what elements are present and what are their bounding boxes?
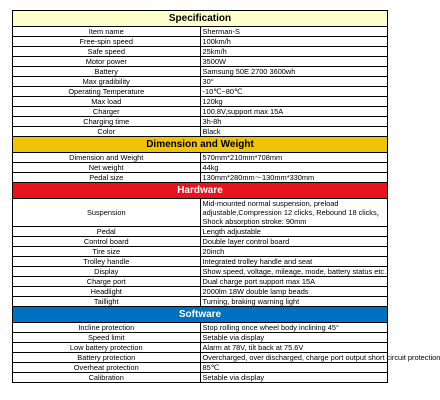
table-row <box>13 227 388 237</box>
row-value: 130mm*280mm～130mm*330mm <box>200 173 388 183</box>
row-value: Dual charge port support max 15A <box>200 277 388 287</box>
table-row <box>13 27 388 37</box>
row-value: 3h-8h <box>200 117 388 127</box>
table-row <box>13 363 388 373</box>
section-header-dim <box>13 137 388 153</box>
section-title: Hardware <box>13 183 388 199</box>
table-row <box>13 87 388 97</box>
row-label: Tire size <box>13 247 201 257</box>
row-label: Suspension <box>13 199 201 227</box>
row-value: Integrated trolley handle and seat <box>200 257 388 267</box>
row-value: Alarm at 78V, tilt back at 75.6V <box>200 343 388 353</box>
row-label: Motor power <box>13 57 201 67</box>
row-label: Calibration <box>13 373 201 383</box>
row-label: Pedal size <box>13 173 201 183</box>
row-value: 2000lm 18W double lamp beads <box>200 287 388 297</box>
row-value: Length adjustable <box>200 227 388 237</box>
section-title: Software <box>13 307 388 323</box>
row-label: Max gradibility <box>13 77 201 87</box>
row-value: 570mm*210mm*708mm <box>200 153 388 163</box>
row-label: Control board <box>13 237 201 247</box>
row-label: Safe speed <box>13 47 201 57</box>
row-label: Item name <box>13 27 201 37</box>
row-label: Display <box>13 267 201 277</box>
table-row <box>13 199 388 227</box>
row-label: Taillight <box>13 297 201 307</box>
row-value: Turning, braking warning light <box>200 297 388 307</box>
row-value: Show speed, voltage, mileage, mode, battery status etc. <box>200 267 388 277</box>
table-row <box>13 353 388 363</box>
row-label: Battery protection <box>13 353 201 363</box>
row-value: 100km/h <box>200 37 388 47</box>
table-row <box>13 117 388 127</box>
table-row <box>13 343 388 353</box>
row-value: Setable via display <box>200 373 388 383</box>
row-value: 100.8V,support max 15A <box>200 107 388 117</box>
row-label: Speed limit <box>13 333 201 343</box>
table-row <box>13 257 388 267</box>
row-label: Charge port <box>13 277 201 287</box>
row-value: 44kg <box>200 163 388 173</box>
section-header-sw <box>13 307 388 323</box>
table-row <box>13 153 388 163</box>
table-row <box>13 267 388 277</box>
row-value: 25km/h <box>200 47 388 57</box>
row-value: Sherman-S <box>200 27 388 37</box>
section-header-spec <box>13 11 388 27</box>
row-label: Pedal <box>13 227 201 237</box>
row-value: -10℃~80℃ <box>200 87 388 97</box>
section-header-hw <box>13 183 388 199</box>
row-value: Mid-mounted normal suspension, preload adjustable,Compression 12 clicks, Rebound 18 clicks，Shock absorption stroke: 90mm <box>200 199 388 227</box>
row-label: Overheat protection <box>13 363 201 373</box>
spec-table <box>12 10 440 383</box>
table-row <box>13 287 388 297</box>
section-title: Specification <box>13 11 388 27</box>
table-row <box>13 47 388 57</box>
table-row <box>13 173 388 183</box>
table-row <box>13 107 388 117</box>
table-row <box>13 97 388 107</box>
table-row <box>13 277 388 287</box>
row-value: 20inch <box>200 247 388 257</box>
section-title: Dimension and Weight <box>13 137 388 153</box>
row-value: 3500W <box>200 57 388 67</box>
table-row <box>13 237 388 247</box>
row-label: Operating Temperature <box>13 87 201 97</box>
table-row <box>13 163 388 173</box>
row-value: Overcharged, over discharged, charge port output short circuit protection <box>200 353 388 363</box>
row-label: Charger <box>13 107 201 117</box>
row-label: Max load <box>13 97 201 107</box>
row-value: Stop rolling once wheel body inclining 45° <box>200 323 388 333</box>
spec-table-body <box>13 11 440 383</box>
row-label: Net weight <box>13 163 201 173</box>
table-row <box>13 333 388 343</box>
row-value: 85℃ <box>200 363 388 373</box>
row-label: Low battery protection <box>13 343 201 353</box>
spec-sheet <box>12 10 440 383</box>
table-row <box>13 373 388 383</box>
row-value: Setable via display <box>200 333 388 343</box>
table-row <box>13 247 388 257</box>
table-row <box>13 77 388 87</box>
table-row <box>13 297 388 307</box>
row-value: Samsung 50E 2700 3600wh <box>200 67 388 77</box>
row-label: Headlight <box>13 287 201 297</box>
row-value: 120kg <box>200 97 388 107</box>
row-label: Dimension and Weight <box>13 153 201 163</box>
row-label: Color <box>13 127 201 137</box>
row-value: Double layer control board <box>200 237 388 247</box>
table-row <box>13 37 388 47</box>
table-row <box>13 57 388 67</box>
row-label: Battery <box>13 67 201 77</box>
row-label: Free-spin speed <box>13 37 201 47</box>
table-row <box>13 67 388 77</box>
table-row <box>13 127 388 137</box>
table-row <box>13 323 388 333</box>
row-label: Charging time <box>13 117 201 127</box>
row-value: 30° <box>200 77 388 87</box>
row-label: Incline protection <box>13 323 201 333</box>
row-value: Black <box>200 127 388 137</box>
row-label: Trolley handle <box>13 257 201 267</box>
